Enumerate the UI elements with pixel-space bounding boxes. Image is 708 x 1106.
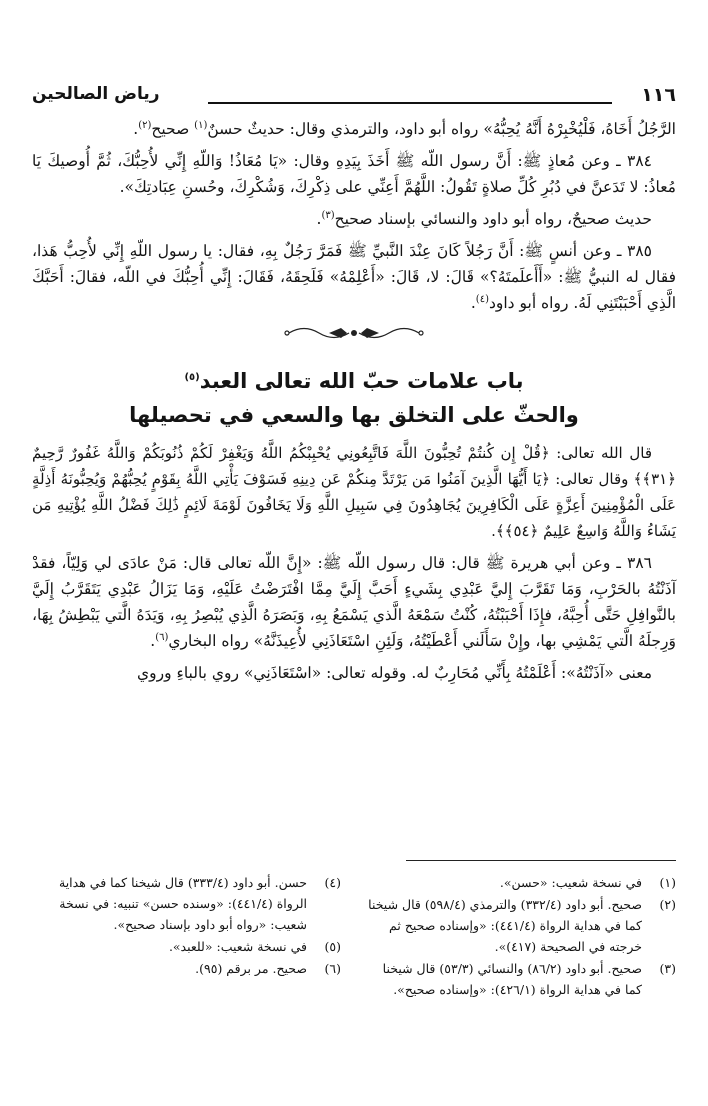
paragraph-text: ٣٨٤ ـ وعن مُعاذٍ ﷺ: أَنَّ رسول اللّه ﷺ أَخَذَ بِيَدِهِ وقال: «يَا مُعَاذُ! وَاللّهِ إِنِّي لأُحِبُّكَ، ثُمَّ أُوصيكَ يَا مُعاذُ: لا تَدَعنَّ في دُبُرِ كُلِّ صلاةٍ تَقُولُ: اللَّهُمَّ أَعِنِّي على ذِكْرِكَ، وَشُكْرِكَ، وحُسنِ عِبَادتِكَ». <box>32 152 676 196</box>
paragraph-text: الرَّجُلُ أَخَاهُ، فَلْيُخْبِرْهُ أَنَّهُ يُحِبُّهُ» رواه أبو داود، والترمذي وقال: حديثٌ حسنٌ <box>207 120 676 138</box>
explanation-line <box>32 660 676 686</box>
paragraph-text: ٣٨٥ ـ وعن أنسٍ ﷺ: أَنَّ رَجُلاً كَانَ عِنْدَ النَّبيِّ ﷺ فَمَرَّ رَجُلٌ بِهِ، فقال: يا رسول اللّهِ إِنِّي لأُحِبُّ هَذا، فقال له النبيُّ ﷺ: «أَأَعلَمتَهُ؟» قَالَ: لا، قَالَ: «أَعْلِمْهُ» فَلَحِقَهُ، فَقَالَ: إِنِّي أُحِبُّكَ في اللّه، فقالَ: أَحَبَّكَ الَّذِي أَحْبَبْتَنِي لَهُ. رواه أبو داود <box>32 242 676 312</box>
footnote-item: (٥) في نسخة شعيب: «للعبد». <box>168 939 341 954</box>
hadith-384-grading: حديث صحيحٌ، رواه أبو داود والنسائي بإسناد صحيح$^{(٣)}$. <box>316 209 652 228</box>
footnote-marker: (٥) <box>184 372 200 383</box>
chapter-title-line-1: باب علامات حبّ الله تعالى العبد$^{(٥)}$ <box>184 369 524 393</box>
footnote-item: (٢) صحيح. أبو داود (٣٣٢/٤) والترمذي (٥٩٨/٤) قال شيخنا كما في هداية الرواة (٤٤١/٤): «وإسناده صحيح ثم خرجته في الصحيحة (٤١٧)». <box>368 897 676 954</box>
footnotes-right-column <box>367 872 676 1001</box>
paragraph-text: معنى «آذَنْتُهُ»: أَعْلَمْتُهُ بِأَنِّي مُحَارِبٌ له. وقوله تعالى: «اسْتَعَاذَنِي» روي بالباءِ وروي <box>137 664 652 682</box>
hadith-385: ٣٨٥ ـ وعن أنسٍ ﷺ: أَنَّ رَجُلاً كَانَ عِنْدَ النَّبيِّ ﷺ فَمَرَّ رَجُلٌ بِهِ، فقال: يا رسول اللّهِ إِنِّي لأُحِبُّ هَذا، فقال له النبيُّ ﷺ: «أَأَعلَمتَهُ؟» قَالَ: لا، قَالَ: «أَعْلِمْهُ» فَلَحِقَهُ، فَقَالَ: إِنِّي أُحِبُّكَ في اللّه، فقالَ: أَحَبَّكَ الَّذِي أَحْبَبْتَنِي لَهُ. رواه أبو داود$^{(٤)}$. <box>32 242 676 312</box>
footnote-item: (٤) حسن. أبو داود (٣٣٣/٤) قال شيخنا كما في هداية الرواة (٤٤١/٤): «وسنده حسن» تنبيه: في نسخة شعيب: «رواه أبو داود بإسناد صحيح». <box>59 875 341 932</box>
hadith-386: ٣٨٦ ـ وعن أبي هريرة ﷺ قال: قال رسول اللّه ﷺ: «إِنَّ اللّه تعالى قال: مَنْ عادَى لي وَلِيّاً، فقدْ آذَنْتُهُ بالحَرْبِ، وَمَا تَقَرَّبَ إِليَّ عَبْدِي بِشَيءٍ أَحَبَّ إِلَيَّ مِمَّا افْتَرَضْتُ عَلَيْهِ، وَمَا يَزَالُ عَبْدِي يَتَقَرَّبُ إِلَيَّ بالنَّوافِلِ حَتَّى أُحِبَّهُ، فإِذَا أَحْبَبْتُهُ، كُنْتُ سَمْعَهُ الَّذي يَسْمَعُ بِهِ، وَبَصَرَهُ الَّذِي يُبْصِرُ بِهِ، وَيَدَهُ الَّتي يَبْطِشُ بِهَا، وَرِجلَهُ الَّتي يَمْشِي بها، وإِنْ سَأَلَني أَعْطَيْتُهُ، وَلَئِنِ اسْتَعَاذَنِي لأُعِيذَنَّهُ» رواه البخاري$^{(٦)}$. <box>32 554 676 650</box>
header-rule <box>208 102 612 104</box>
ornament-divider <box>32 322 676 344</box>
paragraph-text: حديث صحيحٌ، رواه أبو داود والنسائي بإسناد صحيح <box>334 210 652 228</box>
paragraph-text: ٣٨٦ ـ وعن أبي هريرة ﷺ قال: قال رسول اللّه ﷺ: «إِنَّ اللّه تعالى قال: مَنْ عادَى لي وَلِيّاً، فقدْ آذَنْتُهُ بالحَرْبِ، وَمَا تَقَرَّبَ إِليَّ عَبْدِي بِشَيءٍ أَحَبَّ إِلَيَّ مِمَّا افْتَرَضْتُ عَلَيْهِ، وَمَا يَزَالُ عَبْدِي يَتَقَرَّبُ إِلَيَّ بالنَّوافِلِ حَتَّى أُحِبَّهُ، فإِذَا أَحْبَبْتُهُ، كُنْتُ سَمْعَهُ الَّذي يَسْمَعُ بِهِ، وَبَصَرَهُ الَّذِي يُبْصِرُ بِهِ، وَيَدَهُ الَّتي يَبْطِشُ بِهَا، وَرِجلَهُ الَّتي يَمْشِي بها، وإِنْ سَأَلَني أَعْطَيْتُهُ، وَلَئِنِ اسْتَعَاذَنِي لأُعِيذَنَّهُ» رواه البخاري <box>32 554 676 650</box>
footnote-marker: (٢) <box>138 119 152 131</box>
footnote-item: (٦) صحيح. مر برقم (٩٥). <box>195 961 341 976</box>
running-header <box>32 84 676 114</box>
footnote-rule <box>406 860 676 861</box>
quran-verses <box>32 440 676 544</box>
paragraph-text: قال الله تعالى: ﴿قُلْ إِن كُنتُمْ تُحِبُّونَ اللَّهَ فَاتَّبِعُونِي يُحْبِبْكُمُ اللَّهُ وَيَغْفِرْ لَكُمْ ذُنُوبَكُمْ وَاللَّهُ غَفُورٌ رَّحِيمٌ ﴿٣١﴾﴾ وقال تعالى: ﴿يَا أَيُّهَا الَّذِينَ آمَنُوا مَن يَرْتَدَّ مِنكُمْ عَن دِينِهِ فَسَوْفَ يَأْتِي اللَّهُ بِقَوْمٍ يُحِبُّهُمْ وَيُحِبُّونَهُ أَذِلَّةٍ عَلَى الْمُؤْمِنِينَ أَعِزَّةٍ عَلَى الْكَافِرِينَ يُجَاهِدُونَ فِي سَبِيلِ اللَّهِ وَلَا يَخَافُونَ لَوْمَةَ لَائِمٍ ذَٰلِكَ فَضْلُ اللَّهِ يُؤْتِيهِ مَن يَشَاءُ وَاللَّهُ وَاسِعٌ عَلِيمٌ ﴿٥٤﴾﴾. <box>32 444 676 540</box>
page-number: ١١٦ <box>641 84 676 106</box>
hadith-384 <box>32 148 676 200</box>
footnote-marker: (٤) <box>475 293 489 305</box>
footnote-marker: (٦) <box>155 631 169 643</box>
footnote-item: (١) في نسخة شعيب: «حسن». <box>499 875 676 890</box>
ornament-icon <box>279 322 429 344</box>
footnote-marker: (٣) <box>321 209 335 221</box>
paragraph-text: صحيح <box>151 120 190 138</box>
footnotes <box>32 872 676 1001</box>
book-title: رياض الصالحين <box>32 84 160 104</box>
page-body <box>32 116 676 692</box>
paragraph-continuation: الرَّجُلُ أَخَاهُ، فَلْيُخْبِرْهُ أَنَّهُ يُحِبُّهُ» رواه أبو داود، والترمذي وقال: حديثٌ حسنٌ$^{(١)}$ صحيح$^{(٢)}$. <box>133 119 676 138</box>
footnote-marker: (١) <box>194 119 208 131</box>
chapter-heading <box>32 364 676 432</box>
footnote-item: (٣) صحيح. أبو داود (٨٦/٢) والنسائي (٥٣/٣) قال شيخنا كما في هداية الرواة (٤٢٦/١): «وإسناده صحيح». <box>382 961 676 997</box>
chapter-title-line-2: والحثّ على التخلق بها والسعي في تحصيلها <box>129 403 579 427</box>
footnotes-left-column <box>32 872 341 1001</box>
